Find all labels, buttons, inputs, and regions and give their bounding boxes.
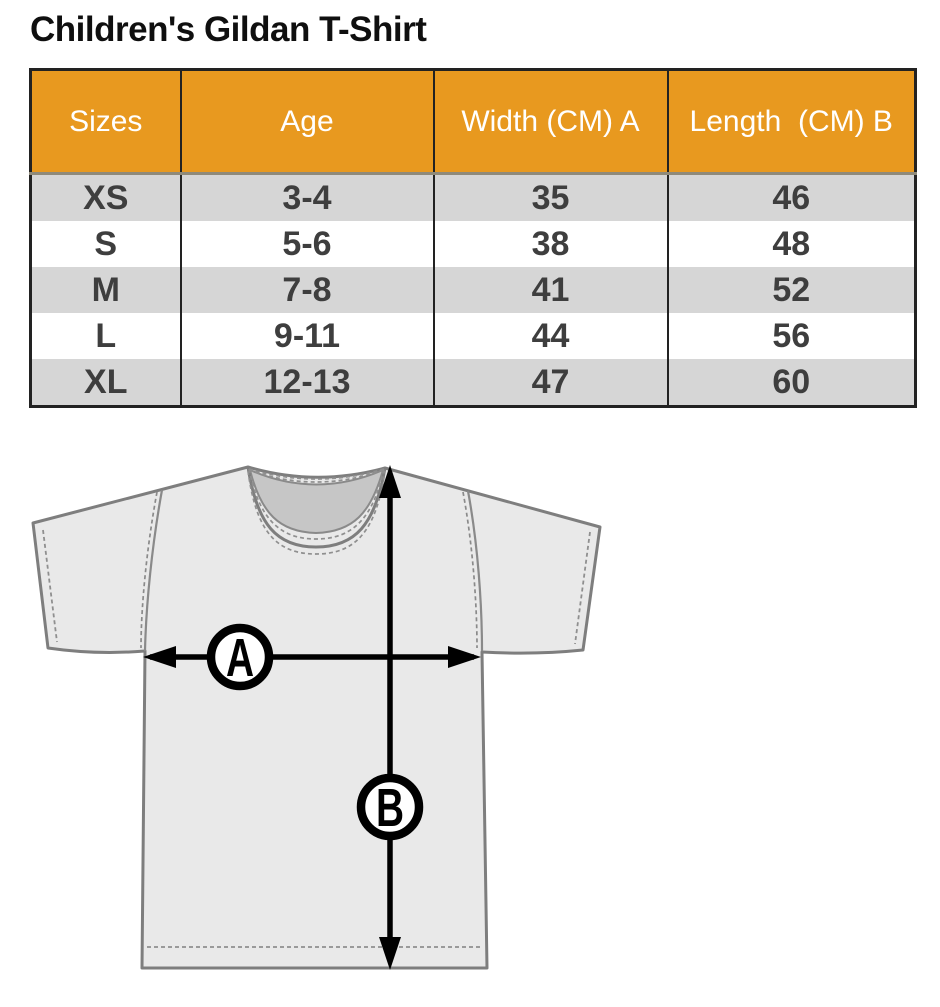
cell-length: 46 — [668, 174, 916, 222]
header-cell-age: Age — [181, 70, 434, 174]
tshirt-outline — [33, 467, 600, 968]
width-label: A — [225, 626, 255, 688]
cell-size: S — [31, 221, 181, 267]
cell-width: 41 — [434, 267, 668, 313]
table-row — [31, 359, 916, 407]
cell-size: M — [31, 267, 181, 313]
table-header-row — [31, 70, 916, 174]
tshirt-measurement-diagram — [0, 440, 940, 1007]
cell-width: 47 — [434, 359, 668, 407]
page-title: Children's Gildan T-Shirt — [30, 10, 427, 49]
table-row — [31, 221, 916, 267]
table-row — [31, 174, 916, 222]
cell-length: 60 — [668, 359, 916, 407]
cell-age: 9-11 — [181, 313, 434, 359]
cell-age: 12-13 — [181, 359, 434, 407]
length-label: B — [375, 776, 405, 838]
table-row — [31, 267, 916, 313]
width-label-badge — [211, 627, 269, 688]
cell-size: XS — [31, 174, 181, 222]
table-row — [31, 313, 916, 359]
header-cell-width: Width (CM) A — [434, 70, 668, 174]
cell-width: 44 — [434, 313, 668, 359]
length-label-badge — [361, 777, 419, 838]
cell-length: 48 — [668, 221, 916, 267]
cell-age: 5-6 — [181, 221, 434, 267]
cell-width: 35 — [434, 174, 668, 222]
cell-size: XL — [31, 359, 181, 407]
cell-size: L — [31, 313, 181, 359]
header-cell-length: Length (CM) B — [668, 70, 916, 174]
cell-age: 3-4 — [181, 174, 434, 222]
cell-width: 38 — [434, 221, 668, 267]
size-chart-table — [29, 68, 917, 408]
cell-length: 52 — [668, 267, 916, 313]
cell-length: 56 — [668, 313, 916, 359]
cell-age: 7-8 — [181, 267, 434, 313]
header-cell-sizes: Sizes — [31, 70, 181, 174]
